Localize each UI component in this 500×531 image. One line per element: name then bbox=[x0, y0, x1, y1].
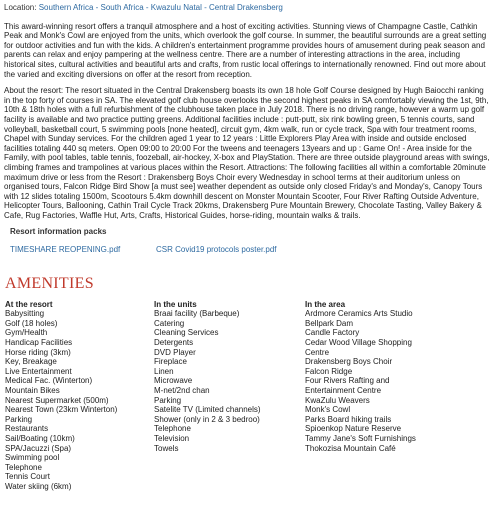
location-line bbox=[4, 3, 492, 13]
amenity-item: Tennis Court bbox=[5, 472, 50, 482]
packs-title: Resort information packs bbox=[10, 227, 107, 237]
amenities-column-at-resort bbox=[4, 300, 153, 492]
amenity-item: Key, Breakage bbox=[5, 357, 57, 367]
amenity-item: Drakensberg Boys Choir bbox=[305, 357, 393, 367]
amenity-item: Sail/Boating (10km) bbox=[5, 433, 75, 443]
location-value: Southern Africa - South Africa - Kwazulu Natal - Central Drakensberg bbox=[38, 3, 283, 12]
amenity-item: Handicap Facilities bbox=[5, 338, 73, 348]
amenity-item: Candle Factory bbox=[305, 328, 360, 338]
amenity-item: Centre bbox=[305, 347, 330, 357]
amenity-item: Monk's Cowl bbox=[305, 405, 351, 415]
amenity-item: Babysitting bbox=[5, 309, 45, 319]
amenity-item: Bellpark Dam bbox=[305, 318, 354, 328]
amenity-item: Telephone bbox=[5, 462, 42, 472]
amenity-item: Braai facility (Barbeque) bbox=[154, 309, 240, 319]
amenity-item: M-net/2nd chan bbox=[154, 386, 210, 395]
location-label: Location: bbox=[4, 3, 37, 12]
amenity-item: Tammy Jane's Soft Furnishings bbox=[305, 433, 416, 443]
amenity-item: Mountain Bikes bbox=[5, 386, 60, 395]
column-heading: At the resort bbox=[5, 299, 53, 309]
amenity-item: Parks Board hiking trails bbox=[305, 414, 392, 424]
amenity-item: Four Rivers Rafting and bbox=[305, 376, 390, 386]
amenity-item: Water skiing (6km) bbox=[5, 481, 72, 491]
amenity-item: Entertainment Centre bbox=[305, 386, 382, 395]
amenity-item: Nearest Supermarket (500m) bbox=[5, 395, 109, 405]
amenity-item: Satelite TV (Limited channels) bbox=[154, 405, 261, 415]
amenity-item: KwaZulu Weavers bbox=[305, 395, 370, 405]
pack-link-timeshare-reopening[interactable]: TIMESHARE REOPENING.pdf bbox=[10, 245, 121, 255]
amenities-columns bbox=[4, 300, 492, 492]
amenity-item: Television bbox=[154, 433, 190, 443]
amenities-list bbox=[305, 309, 453, 453]
amenity-item: Falcon Ridge bbox=[305, 366, 353, 376]
amenity-item: Catering bbox=[154, 318, 185, 328]
amenity-item: Spioenkop Nature Reserve bbox=[305, 424, 402, 434]
intro-paragraph: This award-winning resort offers a tranquil atmosphere and a host of exciting activities. Stunning views of Champagne Castle, Cathkin Peak and Monk's Cowl are enjoyed from the units, which overlook the golf course. In summer, the beautiful surrounds are a great setting for outdoor activities and fun with the kids. A children's entertainment programme provides hours of amusement during peak season and parents can relax and enjoy pampering at the wellness centre. There are a number of interesting attractions in the area, including historical sites, cultural activities and beautiful arts and crafts, from rustic local offerings to internationally renowned. Find out more about the varied and exciting diversions on offer at the resort from reception. bbox=[4, 21, 487, 79]
amenity-item: Parking bbox=[5, 414, 33, 424]
amenities-title: AMENITIES bbox=[5, 274, 94, 292]
amenity-item: Fireplace bbox=[154, 357, 187, 367]
amenity-item: DVD Player bbox=[154, 347, 196, 357]
amenities-list bbox=[154, 309, 304, 453]
amenity-item: Parking bbox=[154, 395, 182, 405]
amenity-item: Medical Fac. (Winterton) bbox=[5, 376, 93, 386]
column-heading: In the units bbox=[154, 299, 197, 309]
packs-links bbox=[10, 245, 492, 255]
amenities-column-in-area bbox=[304, 300, 453, 492]
amenity-item: Horse riding (3km) bbox=[5, 347, 71, 357]
amenity-item: Nearest Town (23km Winterton) bbox=[5, 405, 118, 415]
amenity-item: Cleaning Services bbox=[154, 328, 219, 338]
amenity-item: Swimming pool bbox=[5, 453, 60, 463]
amenity-item: Telephone bbox=[154, 424, 191, 434]
amenity-item: Cedar Wood Village Shopping bbox=[305, 338, 412, 348]
amenity-item: Towels bbox=[154, 443, 179, 453]
amenity-item: Shower (only in 2 & 3 bedroo) bbox=[154, 414, 260, 424]
amenity-item: Ardmore Ceramics Arts Studio bbox=[305, 309, 413, 319]
amenity-item: Microwave bbox=[154, 376, 193, 386]
amenity-item: Golf (18 holes) bbox=[5, 318, 58, 328]
amenity-item: Linen bbox=[154, 366, 174, 376]
column-heading: In the area bbox=[305, 299, 346, 309]
about-paragraph: About the resort: The resort situated in the Central Drakensberg boasts its own 18 hole Golf Course designed by Hugh Baiocchi ranking in the top forty of courses in SA. The elevated golf club house overlooks the second highest peaks in SA comfortably viewing the 1st, 9th, 10th & 18th holes with a full refurbishment of the clubhouse taken place in July 2018. There is no driving range, however a warm up golf facility is available and two practice putting greens. Additional facilities include : putt-putt, six rink bowling green, 5 tennis courts, sand volleyball, basketball court, 5 swimming pools [none heated], circuit gym, 4km walk, run or cycle track, Spa with four treatment rooms, Chapel with Sunday services. For the children aged 1 year to 12 years : Little Explorers Play Area with inside and outside enclosed facilities totaling 440 sq meters. Open 09:00 to 20:00 For the tweens and teenagers 13years and up : Game On! - Area inside for the Family, with pool tables, table tennis, foozeball, air-hockey, X-box and PlayStation. There are three outside playground areas with swings, climbing frames and trampolines at various places within the Resort. Attractions: The following facilities all within a comfortable 20minute maximum drive or less from the Resort : Drakensberg Boys Choir every Wednesday in school terms at their auditorium unless on organised tours, Falcon Ridge Bird Show [a must see] weather dependent as outside only closed Friday's and Monday's, Canopy Tours with 12 slides totaling 1500m, Scootours 5.4km downhill descent on Monster Mountain Scooter, Four River Rafting Outside Adventure, Helicopter Tours, Ballooning, Cathin Trail Cycle Track 20kms, Drakensberg Pure Mountain Brewery, Chocolate Tasting, Valley Bakery & Cafe, Rug Factories, Waffle Hut, Arts, Crafts, Historical Guides, horse-riding, mountain walks & trails. bbox=[4, 86, 490, 220]
amenity-item: Gym/Health bbox=[5, 328, 48, 338]
amenity-item: Restaurants bbox=[5, 424, 49, 434]
amenity-item: SPA/Jacuzzi (Spa) bbox=[5, 443, 72, 453]
amenity-item: Live Entertainment bbox=[5, 366, 72, 376]
amenity-item: Thokozisa Mountain Café bbox=[305, 443, 396, 453]
amenities-list bbox=[5, 309, 153, 491]
amenity-item: Detergents bbox=[154, 338, 194, 348]
amenities-column-in-units bbox=[153, 300, 304, 492]
pack-link-covid19-protocols[interactable]: CSR Covid19 protocols poster.pdf bbox=[156, 245, 277, 255]
